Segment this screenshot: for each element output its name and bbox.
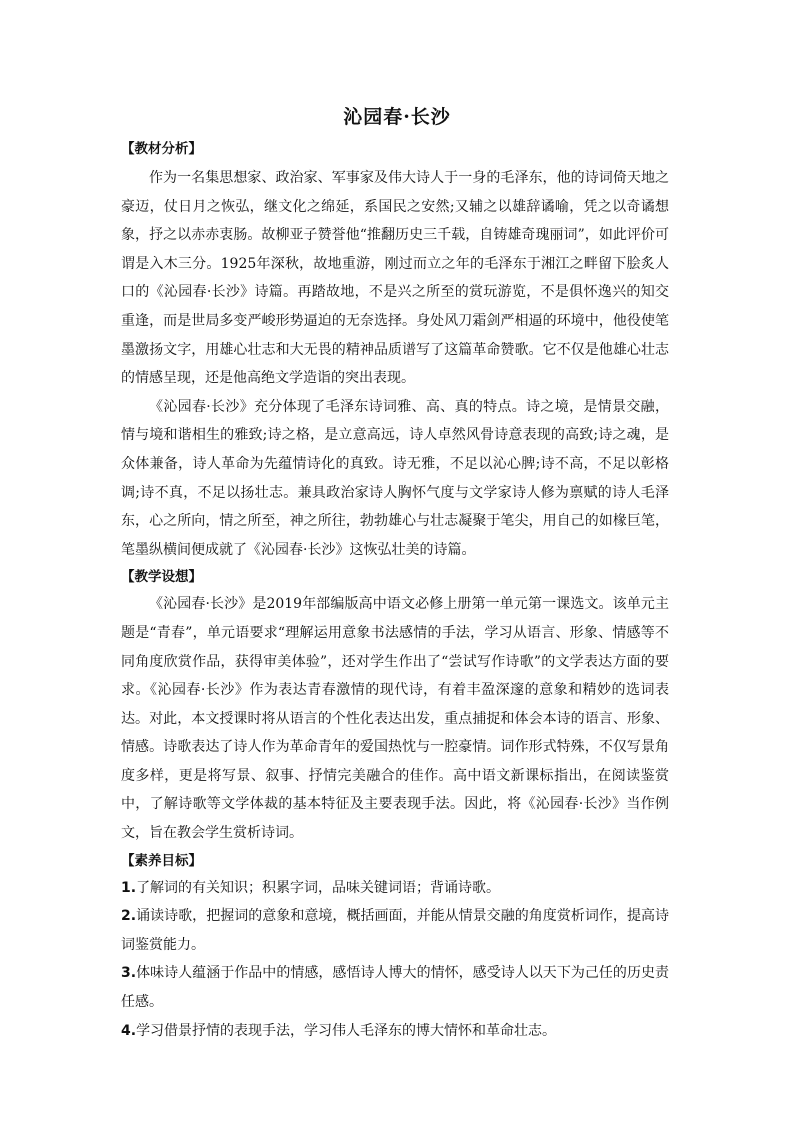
- goal-number: 3.: [121, 965, 137, 982]
- goal-item: [121, 874, 669, 903]
- goal-number: 2.: [121, 908, 137, 925]
- analysis-paragraph-2: 《沁园春·长沙》充分体现了毛泽东诗词雅、高、真的特点。诗之境，是情景交融，情与境和谐相生的雅致;诗之格，是立意高远，诗人卓然风骨诗意表现的高致;诗之魂，是众体兼备，诗人革命为先蕴情诗化的真致。诗无雅，不足以沁心脾;诗不高，不足以彰格调;诗不真，不足以扬壮志。兼具政治家诗人胸怀气度与文学家诗人修为禀赋的诗人毛泽东，心之所向，情之所至，神之所往，勃勃雄心与壮志凝聚于笔尖，用自己的如椽巨笔，笔墨纵横间便成就了《沁园春·长沙》这恢弘壮美的诗篇。: [121, 398, 669, 558]
- goal-text: 了解词的有关知识；积累字词，品味关键词语；背诵诗歌。: [136, 879, 501, 896]
- goal-item: [121, 959, 669, 1016]
- section-heading-analysis: 【教材分析】: [121, 141, 202, 157]
- goal-number: 1.: [121, 879, 137, 896]
- goal-item: [121, 902, 669, 959]
- section-analysis: [121, 136, 669, 564]
- section-design: [121, 564, 669, 847]
- section-heading-goals: 【素养目标】: [121, 852, 202, 869]
- design-paragraph-1: 《沁园春·长沙》是2019年部编版高中语文必修上册第一单元第一课选文。该单元主题是“青春”，单元语要求“理解运用意象书法感情的手法，学习从语言、形象、情感等不同角度欣赏作品，获得审美体验”，还对学生作出了“尝试写作诗歌”的文学表达方面的要求。《沁园春·长沙》作为表达青春激情的现代诗，有着丰盈深邃的意象和精妙的选词表达。对此，本文授课时将从语言的个性化表达出发，重点捕捉和体会本诗的语言、形象、情感。诗歌表达了诗人作为革命青年的爱国热忱与一腔豪情。词作形式特殊，不仅写景角度多样，更是将写景、叙事、抒情完美融合的佳作。高中语文新课标指出，在阅读鉴赏中，了解诗歌等文学体裁的基本特征及主要表现手法。因此，将《沁园春·长沙》当作例文，旨在教会学生赏析诗词。: [121, 596, 669, 842]
- analysis-paragraph-1: 作为一名集思想家、政治家、军事家及伟大诗人于一身的毛泽东，他的诗词倚天地之豪迈，仗日月之恢弘，继文化之绵延，系国民之安然;又辅之以雄辞谲喻，凭之以奇谲想象，抒之以赤赤衷肠。故柳亚子赞誉他“推翻历史三千载，自铸雄奇瑰丽词”，如此评价可谓是入木三分。1925年深秋，故地重游，刚过而立之年的毛泽东于湘江之畔留下脍炙人口的《沁园春·长沙》诗篇。再踏故地，不是兴之所至的赏玩游览，不是俱怀逸兴的知交重逢，而是世局多变严峻形势逼迫的无奈选择。身处风刀霜剑严相逼的环境中，他役使笔墨激扬文字，用雄心壮志和大无畏的精神品质谱写了这篇革命赞歌。它不仅是他雄心壮志的情感呈现，还是他高绝文学造诣的突出表现。: [121, 170, 669, 387]
- goal-text: 体味诗人蕴涵于作品中的情感，感悟诗人博大的情怀，感受诗人以天下为己任的历史责任感。: [121, 965, 669, 1011]
- section-goals: [121, 848, 669, 1046]
- goal-item: [121, 1017, 669, 1046]
- goal-text: 学习借景抒情的表现手法，学习伟人毛泽东的博大情怀和革命壮志。: [136, 1022, 557, 1039]
- document-title: 沁园春·长沙: [343, 106, 451, 128]
- document-body: [121, 136, 669, 1045]
- goal-text: 诵读诗歌，把握词的意象和意境，概括画面，并能从情景交融的角度赏析词作，提高诗词鉴赏能力。: [121, 908, 669, 953]
- section-heading-design: 【教学设想】: [121, 569, 202, 586]
- goal-number: 4.: [121, 1022, 137, 1039]
